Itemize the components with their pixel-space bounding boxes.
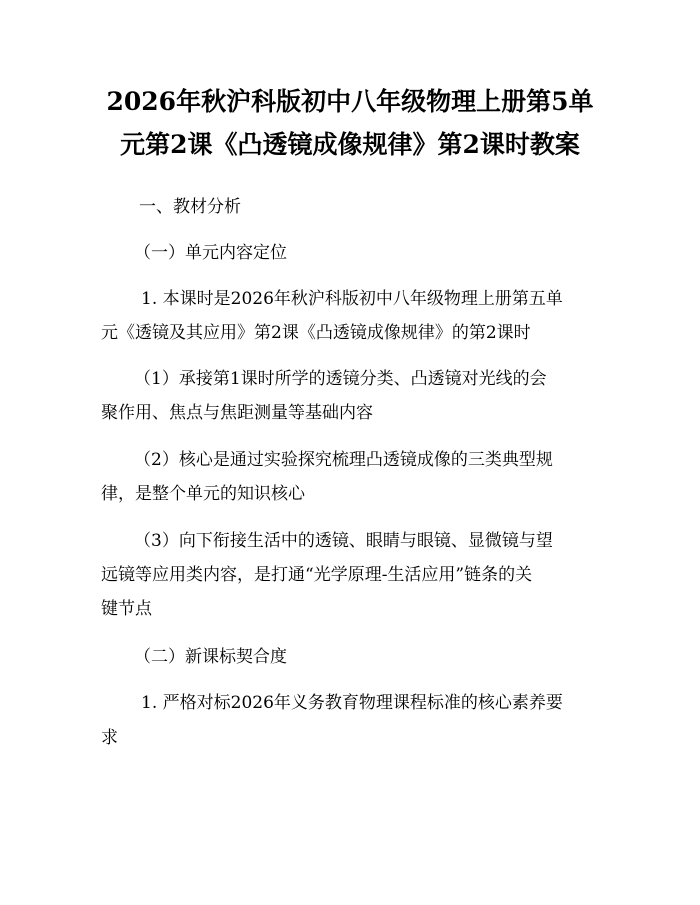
item-1-line-1: （1）承接第1课时所学的透镜分类、凸透镜对光线的会 [134, 369, 547, 389]
paragraph-1-line-1: 1. 本课时是2026年秋沪科版初中八年级物理上册第五单 [141, 289, 563, 309]
document-title-line-1: 2026年秋沪科版初中八年级物理上册第5单 [106, 87, 594, 116]
document-title-line-2: 元第2课《凸透镜成像规律》第2课时教案 [120, 130, 580, 159]
item-3-line-2: 远镜等应用类内容，是打通“光学原理-生活应用”链条的关 [101, 565, 533, 585]
section-heading-textbook-analysis: 一、教材分析 [139, 197, 241, 217]
item-3-line-3: 键节点 [101, 599, 152, 619]
paragraph-2-line-1: 1. 严格对标2026年义务教育物理课程标准的核心素养要 [141, 693, 563, 713]
item-2-line-1: （2）核心是通过实验探究梳理凸透镜成像的三类典型规 [134, 450, 553, 470]
paragraph-1-line-2: 元《透镜及其应用》第2课《凸透镜成像规律》的第2课时 [101, 323, 531, 343]
subsection-heading-curriculum-standards: （二）新课标契合度 [134, 647, 287, 667]
item-2-line-2: 律，是整个单元的知识核心 [101, 484, 305, 504]
item-3-line-1: （3）向下衔接生活中的透镜、眼睛与眼镜、显微镜与望 [134, 531, 553, 551]
subsection-heading-unit-positioning: （一）单元内容定位 [134, 243, 287, 263]
item-1-line-2: 聚作用、焦点与焦距测量等基础内容 [101, 403, 373, 423]
paragraph-2-line-2: 求 [101, 728, 118, 748]
